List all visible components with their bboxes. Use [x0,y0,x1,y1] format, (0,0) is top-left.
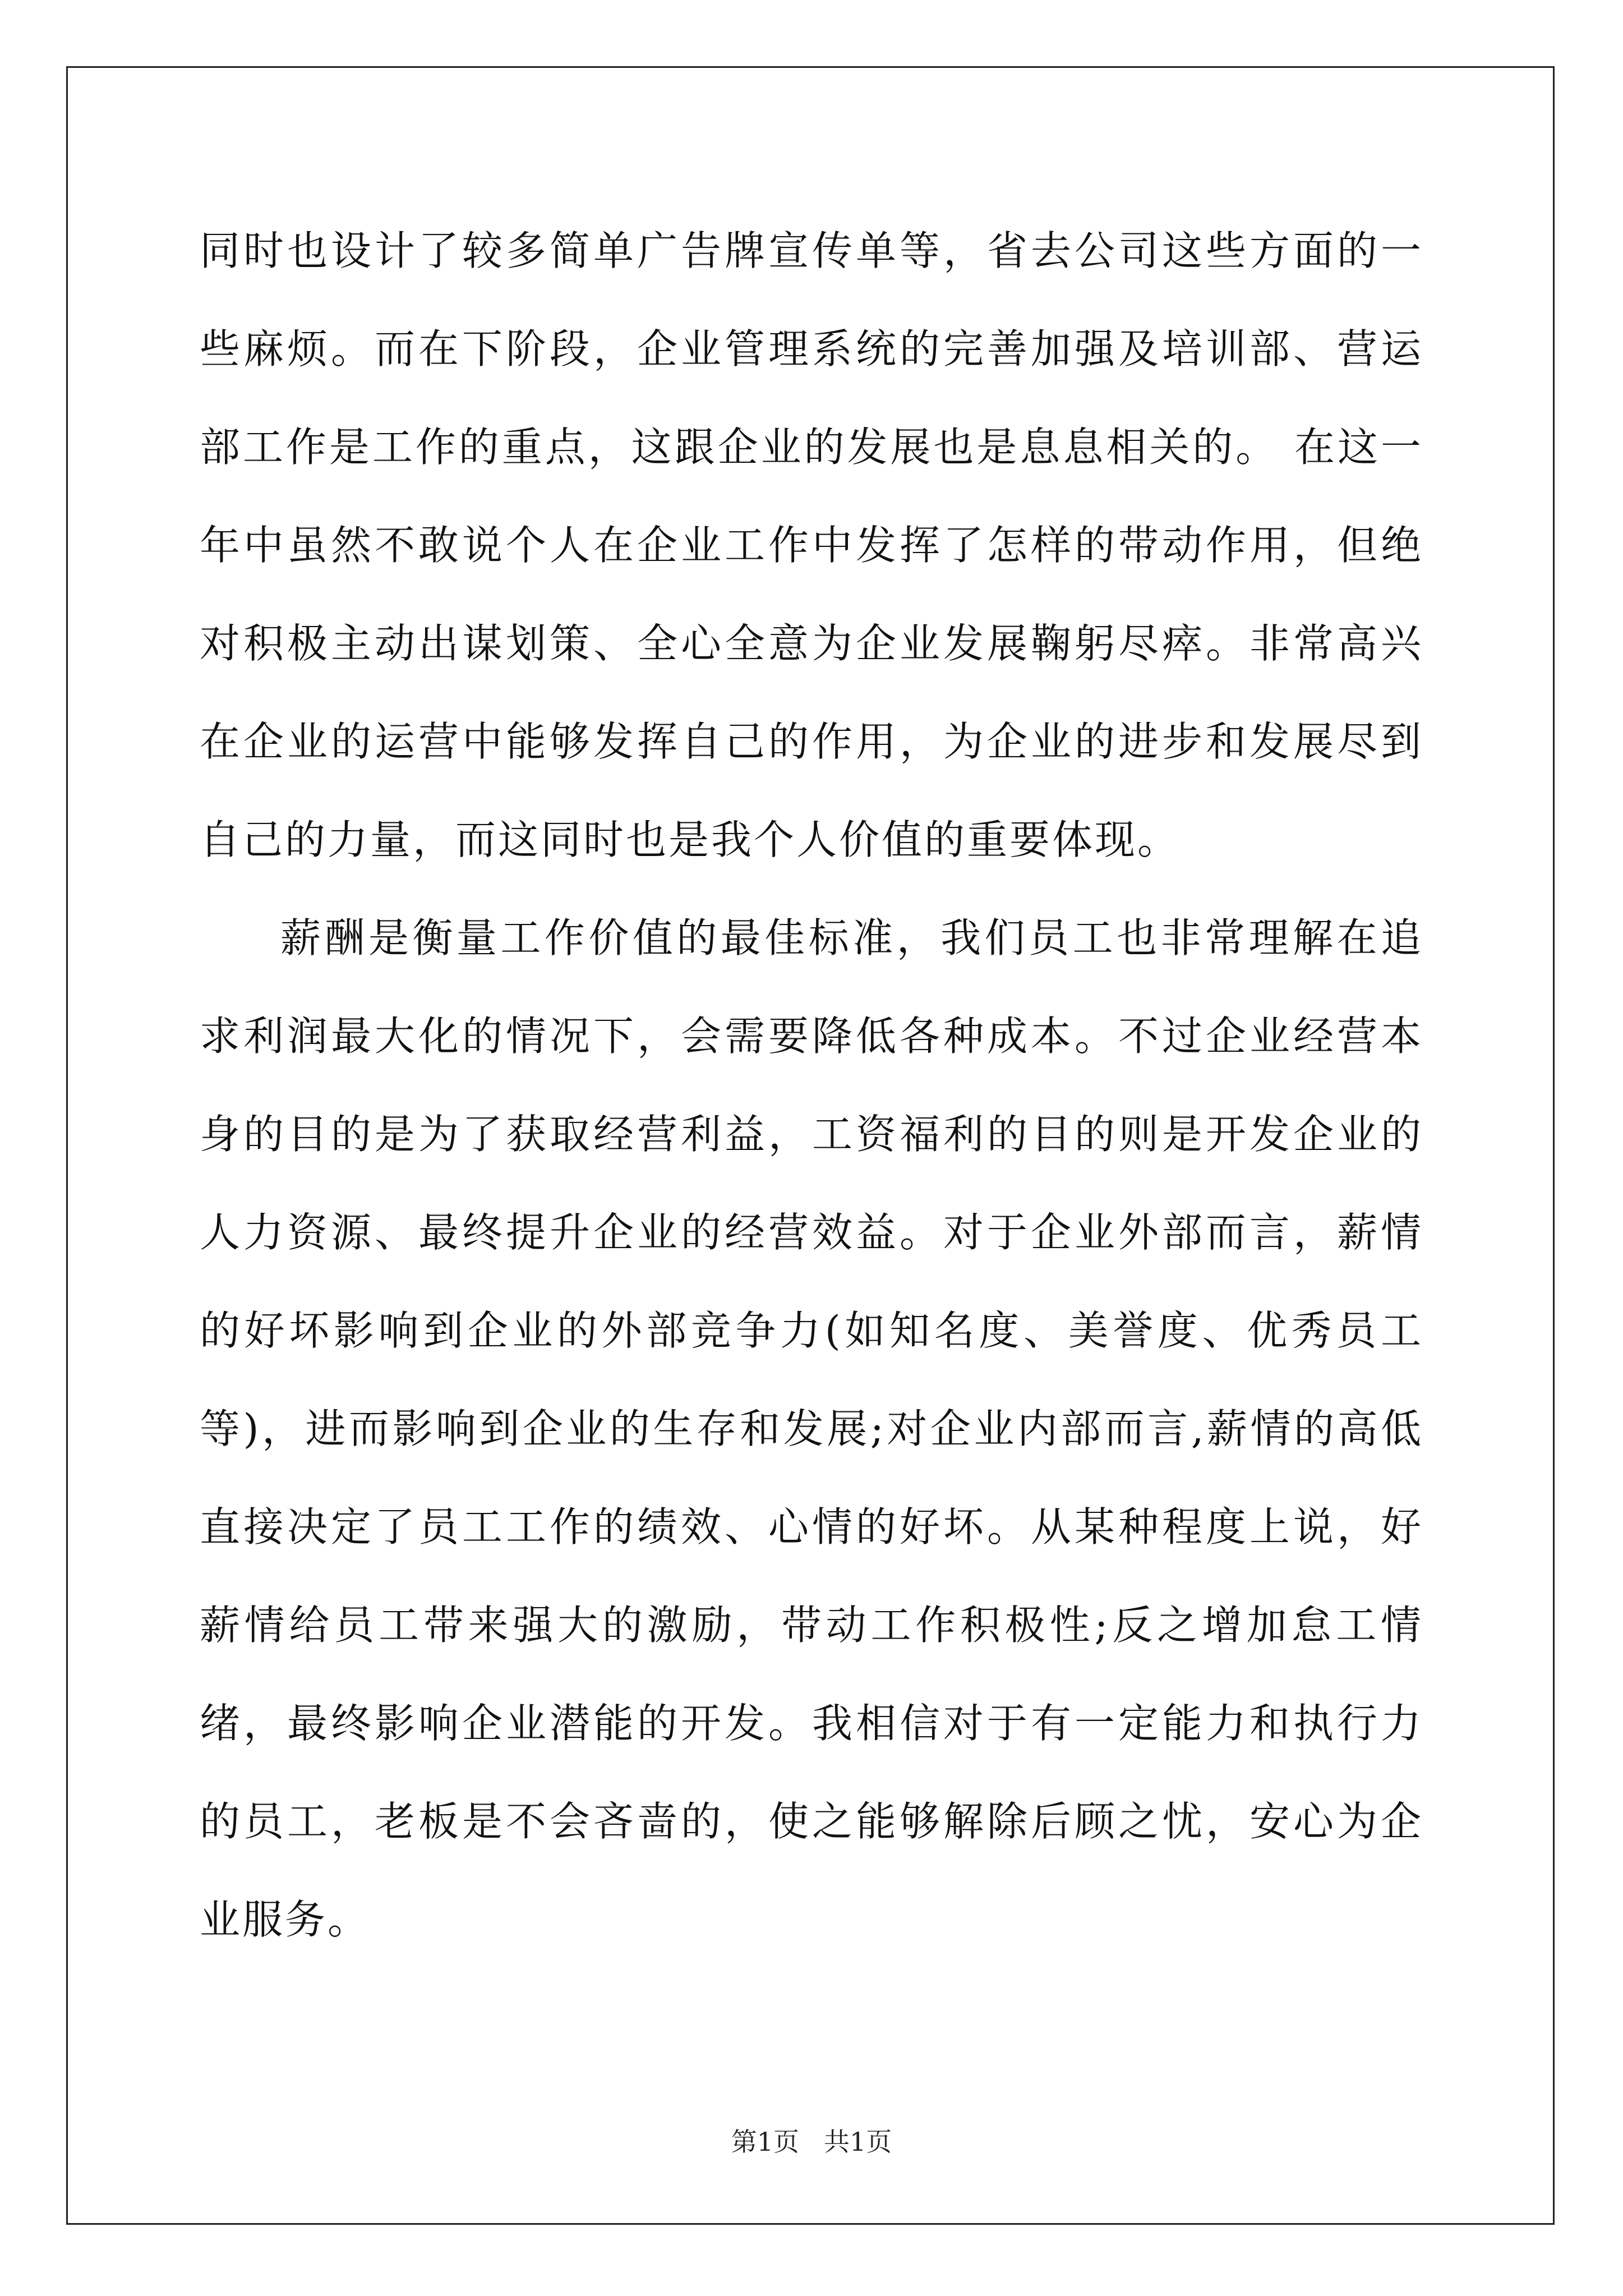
footer-spacer [799,2127,824,2157]
paragraph-salary: 薪酬是衡量工作价值的最佳标准，我们员工也非常理解在追求利润最大化的情况下，会需要降低各种成本。不过企业经营本身的目的是为了获取经营利益，工资福利的目的则是开发企业的人力资源、最终提升企业的经营效益。对于企业外部而言，薪情的好坏影响到企业的外部竞争力(如知名度、美誉度、优秀员工等)，进而影响到企业的生存和发展;对企业内部而言,薪情的高低直接决定了员工工作的绩效、心情的好坏。从某种程度上说，好薪情给员工带来强大的激励，带动工作积极性;反之增加怠工情绪，最终影响企业潜能的开发。我相信对于有一定能力和执行力的员工，老板是不会吝啬的，使之能够解除后顾之忧，安心为企业服务。 [200,914,1423,1943]
page-number: 第1页 [731,2127,800,2157]
page-footer [0,2122,1623,2159]
document-body [200,202,1423,1969]
paragraph-continuation: 同时也设计了较多简单广告牌宣传单等，省去公司这些方面的一些麻烦。而在下阶段，企业管理系统的完善加强及培训部、营运部工作是工作的重点，这跟企业的发展也是息息相关的。 在这一年中虽然不敢说个人在企业工作中发挥了怎样的带动作用，但绝对积极主动出谋划策、全心全意为企业发展鞠躬尽瘁。非常高兴在企业的运营中能够发挥自己的作用，为企业的进步和发展尽到自己的力量，而这同时也是我个人价值的重要体现。 [200,227,1423,863]
page-total: 共1页 [823,2127,892,2157]
